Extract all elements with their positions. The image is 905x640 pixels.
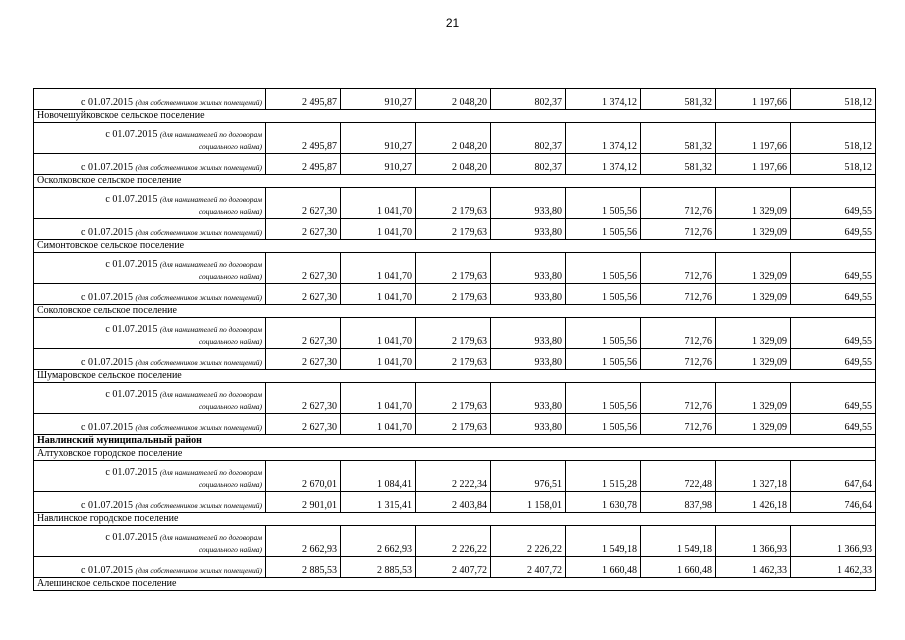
tariff-value-cell: 1 197,66 <box>716 154 791 175</box>
tariff-value-cell: 581,32 <box>641 154 716 175</box>
tariff-value-cell: 2 885,53 <box>266 557 341 578</box>
tariff-value-cell: 1 041,70 <box>341 284 416 305</box>
row-label <box>34 253 266 284</box>
table-row <box>34 383 876 414</box>
tariff-value-cell: 2 901,01 <box>266 492 341 513</box>
tariff-value-cell: 2 627,30 <box>266 253 341 284</box>
row-note-continued: социального найма) <box>198 480 262 489</box>
row-label <box>34 557 266 578</box>
tariff-value-cell: 649,55 <box>791 349 876 370</box>
tariff-value-cell: 649,55 <box>791 383 876 414</box>
row-label <box>34 526 266 557</box>
tariff-value-cell: 2 226,22 <box>491 526 566 557</box>
settlement-header-row <box>34 110 876 123</box>
tariff-value-cell: 837,98 <box>641 492 716 513</box>
tariff-value-cell: 802,37 <box>491 89 566 110</box>
settlement-name: Новочешуйковское сельское поселение <box>34 110 876 123</box>
tariff-value-cell: 1 041,70 <box>341 318 416 349</box>
row-date: с 01.07.2015 <box>81 97 133 108</box>
tariff-value-cell: 2 495,87 <box>266 123 341 154</box>
tariff-value-cell: 2 179,63 <box>416 383 491 414</box>
row-label <box>34 284 266 305</box>
tariff-value-cell: 910,27 <box>341 123 416 154</box>
tariff-value-cell: 518,12 <box>791 123 876 154</box>
row-note: (для собственников жилых помещений) <box>135 98 262 107</box>
tariff-value-cell: 1 505,56 <box>566 284 641 305</box>
tariff-value-cell: 712,76 <box>641 253 716 284</box>
tariff-value-cell: 2 179,63 <box>416 219 491 240</box>
tariff-value-cell: 518,12 <box>791 154 876 175</box>
settlement-header-row <box>34 578 876 591</box>
row-label <box>34 349 266 370</box>
row-date: с 01.07.2015 <box>81 500 133 511</box>
tariff-value-cell: 1 041,70 <box>341 188 416 219</box>
tariff-value-cell: 1 426,18 <box>716 492 791 513</box>
tariff-value-cell: 1 041,70 <box>341 219 416 240</box>
tariff-value-cell: 2 627,30 <box>266 414 341 435</box>
tariff-value-cell: 2 627,30 <box>266 188 341 219</box>
table-row <box>34 188 876 219</box>
tariff-value-cell: 1 329,09 <box>716 349 791 370</box>
tariff-value-cell: 1 315,41 <box>341 492 416 513</box>
row-note: (для собственников жилых помещений) <box>135 163 262 172</box>
tariff-value-cell: 933,80 <box>491 284 566 305</box>
tariff-value-cell: 2 627,30 <box>266 219 341 240</box>
row-date: с 01.07.2015 <box>81 422 133 433</box>
tariff-value-cell: 2 407,72 <box>491 557 566 578</box>
tariff-value-cell: 1 660,48 <box>641 557 716 578</box>
tariff-value-cell: 1 329,09 <box>716 284 791 305</box>
settlement-name: Соколовское сельское поселение <box>34 305 876 318</box>
tariff-value-cell: 1 374,12 <box>566 123 641 154</box>
tariff-value-cell: 1 374,12 <box>566 89 641 110</box>
tariff-value-cell: 649,55 <box>791 219 876 240</box>
tariff-value-cell: 2 495,87 <box>266 154 341 175</box>
tariff-value-cell: 933,80 <box>491 383 566 414</box>
tariff-value-cell: 1 366,93 <box>716 526 791 557</box>
table-row <box>34 526 876 557</box>
tariff-value-cell: 2 179,63 <box>416 349 491 370</box>
row-note: (для нанимателей по договорам <box>159 325 262 334</box>
row-note: (для нанимателей по договорам <box>159 130 262 139</box>
settlement-header-row <box>34 305 876 318</box>
tariff-value-cell: 1 549,18 <box>566 526 641 557</box>
row-note: (для нанимателей по договорам <box>159 260 262 269</box>
tariff-value-cell: 1 041,70 <box>341 414 416 435</box>
row-date: с 01.07.2015 <box>105 259 158 270</box>
row-date: с 01.07.2015 <box>81 162 133 173</box>
tariff-value-cell: 2 670,01 <box>266 461 341 492</box>
row-label <box>34 414 266 435</box>
tariff-value-cell: 2 048,20 <box>416 89 491 110</box>
tariff-value-cell: 2 179,63 <box>416 318 491 349</box>
table-row <box>34 414 876 435</box>
row-date: с 01.07.2015 <box>81 292 133 303</box>
tariff-value-cell: 933,80 <box>491 219 566 240</box>
table-row <box>34 219 876 240</box>
tariff-value-cell: 802,37 <box>491 123 566 154</box>
tariff-value-cell: 1 630,78 <box>566 492 641 513</box>
tariff-value-cell: 1 041,70 <box>341 383 416 414</box>
tariff-value-cell: 976,51 <box>491 461 566 492</box>
tariff-value-cell: 2 627,30 <box>266 284 341 305</box>
tariff-value-cell: 933,80 <box>491 253 566 284</box>
tariff-value-cell: 910,27 <box>341 89 416 110</box>
tariff-value-cell: 933,80 <box>491 188 566 219</box>
table-row <box>34 492 876 513</box>
tariff-value-cell: 712,76 <box>641 219 716 240</box>
tariff-value-cell: 2 403,84 <box>416 492 491 513</box>
table-row <box>34 318 876 349</box>
tariff-value-cell: 933,80 <box>491 318 566 349</box>
tariff-value-cell: 1 505,56 <box>566 383 641 414</box>
tariff-value-cell: 1 329,09 <box>716 318 791 349</box>
row-label <box>34 154 266 175</box>
row-note-continued: социального найма) <box>198 272 262 281</box>
tariff-value-cell: 1 041,70 <box>341 253 416 284</box>
settlement-name: Алтуховское городское поселение <box>34 448 876 461</box>
table-row <box>34 123 876 154</box>
tariff-value-cell: 712,76 <box>641 383 716 414</box>
row-date: с 01.07.2015 <box>81 565 133 576</box>
page-number: 21 <box>445 16 460 30</box>
tariff-value-cell: 649,55 <box>791 284 876 305</box>
tariff-value-cell: 2 495,87 <box>266 89 341 110</box>
row-label <box>34 461 266 492</box>
tariff-value-cell: 2 179,63 <box>416 284 491 305</box>
tariff-value-cell: 2 662,93 <box>341 526 416 557</box>
tariff-value-cell: 649,55 <box>791 414 876 435</box>
tariff-value-cell: 1 660,48 <box>566 557 641 578</box>
row-note: (для нанимателей по договорам <box>159 468 262 477</box>
district-header-row <box>34 435 876 448</box>
table-row <box>34 284 876 305</box>
settlement-name: Осколковское сельское поселение <box>34 175 876 188</box>
tariff-value-cell: 1 084,41 <box>341 461 416 492</box>
table-row <box>34 349 876 370</box>
row-note-continued: социального найма) <box>198 545 262 554</box>
tariff-value-cell: 649,55 <box>791 253 876 284</box>
settlement-header-row <box>34 448 876 461</box>
row-note: (для собственников жилых помещений) <box>135 566 262 575</box>
tariff-value-cell: 2 226,22 <box>416 526 491 557</box>
tariff-value-cell: 802,37 <box>491 154 566 175</box>
settlement-name: Алешинское сельское поселение <box>34 578 876 591</box>
tariff-value-cell: 933,80 <box>491 414 566 435</box>
row-note: (для собственников жилых помещений) <box>135 423 262 432</box>
tariff-value-cell: 712,76 <box>641 318 716 349</box>
settlement-header-row <box>34 513 876 526</box>
tariff-value-cell: 1 041,70 <box>341 349 416 370</box>
row-date: с 01.07.2015 <box>105 389 158 400</box>
table-row <box>34 557 876 578</box>
tariff-value-cell: 2 179,63 <box>416 253 491 284</box>
settlement-name: Навлинское городское поселение <box>34 513 876 526</box>
tariff-value-cell: 2 222,34 <box>416 461 491 492</box>
row-date: с 01.07.2015 <box>105 129 158 140</box>
row-note: (для нанимателей по договорам <box>159 195 262 204</box>
settlement-name: Шумаровское сельское поселение <box>34 370 876 383</box>
settlement-name: Симонтовское сельское поселение <box>34 240 876 253</box>
row-note: (для собственников жилых помещений) <box>135 358 262 367</box>
tariff-value-cell: 910,27 <box>341 154 416 175</box>
tariff-value-cell: 1 158,01 <box>491 492 566 513</box>
settlement-header-row <box>34 370 876 383</box>
tariff-value-cell: 1 197,66 <box>716 89 791 110</box>
tariff-value-cell: 1 515,28 <box>566 461 641 492</box>
tariff-value-cell: 2 627,30 <box>266 318 341 349</box>
tariff-value-cell: 649,55 <box>791 188 876 219</box>
row-note-continued: социального найма) <box>198 207 262 216</box>
row-label <box>34 89 266 110</box>
tariff-value-cell: 933,80 <box>491 349 566 370</box>
settlement-header-row <box>34 240 876 253</box>
tariff-value-cell: 2 048,20 <box>416 154 491 175</box>
tariff-value-cell: 649,55 <box>791 318 876 349</box>
tariff-value-cell: 2 627,30 <box>266 383 341 414</box>
tariff-value-cell: 581,32 <box>641 123 716 154</box>
tariff-value-cell: 1 374,12 <box>566 154 641 175</box>
tariff-value-cell: 1 462,33 <box>791 557 876 578</box>
row-date: с 01.07.2015 <box>105 324 158 335</box>
tariff-value-cell: 2 048,20 <box>416 123 491 154</box>
table-row <box>34 461 876 492</box>
tariff-value-cell: 1 327,18 <box>716 461 791 492</box>
district-name: Навлинский муниципальный район <box>34 435 876 448</box>
row-note-continued: социального найма) <box>198 142 262 151</box>
table-row <box>34 89 876 110</box>
row-note-continued: социального найма) <box>198 402 262 411</box>
row-label <box>34 318 266 349</box>
tariff-value-cell: 712,76 <box>641 349 716 370</box>
tariff-value-cell: 712,76 <box>641 414 716 435</box>
row-label <box>34 219 266 240</box>
tariff-value-cell: 2 885,53 <box>341 557 416 578</box>
tariff-value-cell: 1 505,56 <box>566 349 641 370</box>
tariff-value-cell: 1 505,56 <box>566 253 641 284</box>
tariff-value-cell: 1 462,33 <box>716 557 791 578</box>
tariff-value-cell: 1 329,09 <box>716 219 791 240</box>
tariff-value-cell: 2 179,63 <box>416 414 491 435</box>
row-date: с 01.07.2015 <box>105 467 158 478</box>
row-date: с 01.07.2015 <box>105 194 158 205</box>
tariff-value-cell: 712,76 <box>641 188 716 219</box>
row-note: (для собственников жилых помещений) <box>135 293 262 302</box>
tariff-value-cell: 1 197,66 <box>716 123 791 154</box>
tariff-value-cell: 722,48 <box>641 461 716 492</box>
tariff-value-cell: 2 179,63 <box>416 188 491 219</box>
tariff-value-cell: 647,64 <box>791 461 876 492</box>
row-note: (для собственников жилых помещений) <box>135 501 262 510</box>
row-label <box>34 123 266 154</box>
tariff-value-cell: 518,12 <box>791 89 876 110</box>
tariff-value-cell: 1 505,56 <box>566 219 641 240</box>
row-note: (для собственников жилых помещений) <box>135 228 262 237</box>
tariff-value-cell: 1 329,09 <box>716 414 791 435</box>
row-note: (для нанимателей по договорам <box>159 533 262 542</box>
row-note: (для нанимателей по договорам <box>159 390 262 399</box>
tariff-value-cell: 1 329,09 <box>716 383 791 414</box>
row-label <box>34 188 266 219</box>
row-date: с 01.07.2015 <box>105 532 158 543</box>
table-row <box>34 253 876 284</box>
row-note-continued: социального найма) <box>198 337 262 346</box>
tariff-value-cell: 2 627,30 <box>266 349 341 370</box>
tariff-value-cell: 1 329,09 <box>716 253 791 284</box>
tariff-value-cell: 2 662,93 <box>266 526 341 557</box>
settlement-header-row <box>34 175 876 188</box>
tariff-table-body <box>34 89 876 591</box>
tariff-value-cell: 1 366,93 <box>791 526 876 557</box>
row-label <box>34 383 266 414</box>
tariff-value-cell: 1 505,56 <box>566 188 641 219</box>
tariff-value-cell: 1 549,18 <box>641 526 716 557</box>
tariff-value-cell: 1 329,09 <box>716 188 791 219</box>
tariff-value-cell: 581,32 <box>641 89 716 110</box>
tariff-value-cell: 2 407,72 <box>416 557 491 578</box>
tariff-value-cell: 746,64 <box>791 492 876 513</box>
row-label <box>34 492 266 513</box>
tariff-value-cell: 1 505,56 <box>566 414 641 435</box>
tariff-value-cell: 1 505,56 <box>566 318 641 349</box>
table-row <box>34 154 876 175</box>
tariff-table <box>33 88 876 591</box>
row-date: с 01.07.2015 <box>81 357 133 368</box>
tariff-value-cell: 712,76 <box>641 284 716 305</box>
row-date: с 01.07.2015 <box>81 227 133 238</box>
